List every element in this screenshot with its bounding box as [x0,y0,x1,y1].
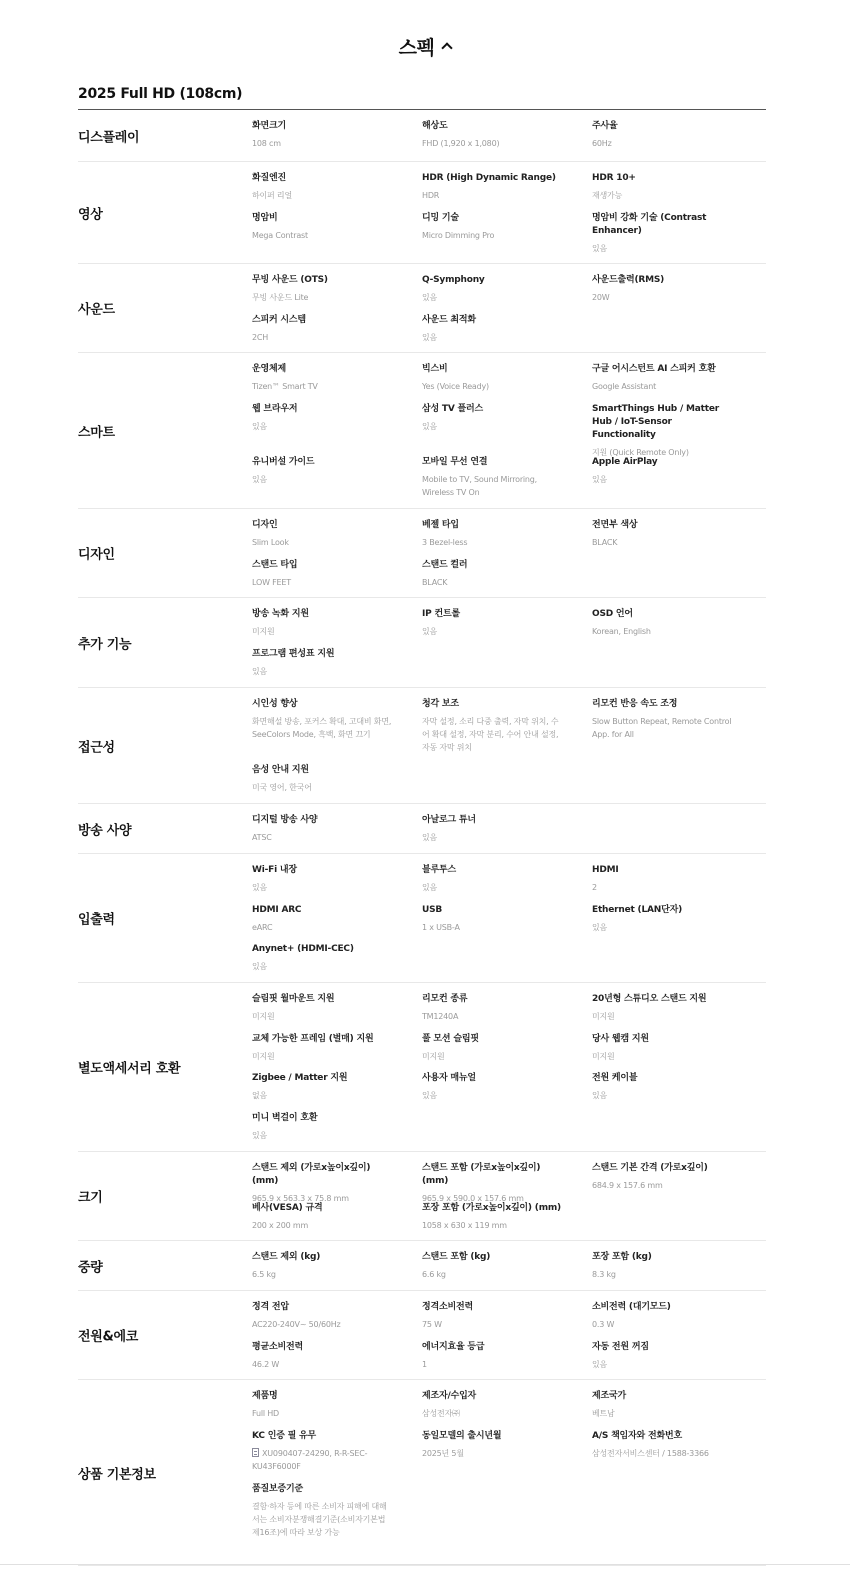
spec-value: 2CH [252,333,269,342]
spec-item [422,1390,562,1420]
spec-label: A/S 책임자와 전화번호 [592,1431,682,1441]
kc-document-icon [252,1448,259,1457]
spec-item [252,608,392,638]
spec-value: 8.3 kg [592,1270,616,1279]
spec-item [592,1301,732,1331]
spec-label: 리모컨 종류 [422,994,468,1004]
spec-section [78,162,766,264]
spec-item [592,698,732,741]
spec-item [422,608,562,638]
spec-value: 20W [592,293,610,302]
spec-value: Yes (Voice Ready) [422,382,489,391]
spec-label: Q-Symphony [422,275,485,285]
spec-item [592,519,732,549]
spec-label: 명암비 [252,213,278,223]
spec-value: 있음 [252,962,268,971]
spec-value: 있음 [252,422,268,431]
spec-value: TM1240A [422,1012,459,1021]
spec-value: Google Assistant [592,382,656,391]
spec-label: Apple AirPlay [592,457,658,467]
spec-label: 제품명 [252,1391,278,1401]
spec-item [252,363,392,393]
spec-value: 결함·하자 등에 따른 소비자 피해에 대해서는 소비자분쟁해결기준(소비자기본법 제16조)에 따라 보상 가능 [252,1502,387,1537]
spec-label: 해상도 [422,121,448,131]
spec-value: 75 W [422,1320,442,1329]
spec-label: 사운드 최적화 [422,315,476,325]
spec-item [592,864,732,894]
spec-value: 있음 [592,475,608,484]
spec-label: 스탠드 포함 (kg) [422,1252,491,1262]
spec-value: 있음 [422,422,438,431]
chevron-up-icon[interactable] [442,42,453,53]
spec-item [592,1072,732,1102]
section-title: 디자인 [78,547,115,563]
spec-value: 2 [592,883,597,892]
spec-value: Mobile to TV, Sound Mirroring, Wireless TV On [422,475,538,497]
spec-item [592,1430,732,1460]
spec-item [252,172,392,202]
spec-item [422,1301,562,1331]
spec-label: 빅스비 [422,364,448,374]
spec-label: 포장 포함 (kg) [592,1252,652,1262]
spec-label: 스탠드 제외 (kg) [252,1252,321,1262]
spec-label: 음성 안내 지원 [252,765,309,775]
spec-label: 20년형 스튜디오 스탠드 지원 [592,994,707,1004]
spec-label: 시인성 향상 [252,699,298,709]
spec-label: 디지털 방송 사양 [252,815,318,825]
section-title: 사운드 [78,302,115,318]
spec-label: 평균소비전력 [252,1342,303,1352]
spec-value: 미지원 [592,1012,615,1021]
spec-value: ATSC [252,833,272,842]
spec-label: 제조자/수입자 [422,1391,477,1401]
spec-value-row [252,1447,392,1473]
spec-item [252,698,392,741]
spec-section [78,688,766,804]
spec-label: 스탠드 제외 (가로x높이x깊이)(mm) [252,1163,371,1186]
spec-item [252,1430,392,1473]
spec-value: Slim Look [252,538,289,547]
spec-item [252,1390,392,1420]
spec-value: LOW FEET [252,578,291,587]
section-title: 디스플레이 [78,130,140,145]
model-title: 2025 Full HD (108cm) [78,86,243,102]
spec-item [252,1112,392,1142]
spec-value: 있음 [592,1360,608,1369]
spec-label: 삼성 TV 플러스 [422,404,484,414]
spec-label: 디자인 [252,520,278,530]
section-title: 영상 [78,207,103,222]
spec-value: 1 x USB-A [422,923,460,932]
spec-item [422,1430,562,1460]
spec-label: 슬림핏 월마운트 지원 [252,994,335,1004]
spec-value: 미지원 [252,627,275,636]
spec-section [78,1152,766,1241]
spec-label: IP 컨트롤 [422,609,460,619]
spec-section [78,353,766,509]
section-title: 상품 기본정보 [78,1467,156,1482]
spec-value: 6.6 kg [422,1270,446,1279]
spec-value: 965.9 x 590.0 x 157.6 mm [422,1194,524,1203]
spec-item [592,274,732,304]
spec-section [78,598,766,688]
spec-item [252,519,392,549]
spec-value: 6.5 kg [252,1270,276,1279]
spec-value: 60Hz [592,139,612,148]
spec-item [422,864,562,894]
spec-label: Anynet+ (HDMI-CEC) [252,944,354,954]
spec-item [422,1341,562,1371]
spec-item [252,1483,392,1539]
spec-label: 스탠드 포함 (가로x높이x깊이) (mm) [422,1163,541,1186]
spec-item [592,993,732,1023]
spec-value: Full HD [252,1409,279,1418]
spec-value: 미국 영어, 한국어 [252,783,312,792]
spec-item [422,1251,562,1281]
spec-item [252,456,392,486]
spec-label: 유니버설 가이드 [252,457,315,467]
spec-label: HDR 10+ [592,173,636,183]
spec-value: 1058 x 630 x 119 mm [422,1221,507,1230]
spec-item [592,1390,732,1420]
spec-value: 200 x 200 mm [252,1221,309,1230]
spec-value: Micro Dimming Pro [422,231,495,240]
spec-value: 하이퍼 리얼 [252,191,292,200]
spec-label: 소비전력 (대기모드) [592,1302,671,1312]
spec-label: 디밍 기술 [422,213,459,223]
spec-item [252,648,392,678]
spec-item [422,993,562,1023]
spec-value: 미지원 [422,1052,445,1061]
spec-value: 없음 [252,1091,268,1100]
spec-label: 사용자 매뉴얼 [422,1073,476,1083]
spec-label: 미니 벽걸이 호환 [252,1113,318,1123]
spec-item [252,314,392,344]
spec-label: 교체 가능한 프레임 (별매) 지원 [252,1034,374,1044]
spec-label: HDR (High Dynamic Range) [422,173,556,183]
spec-value: Mega Contrast [252,231,308,240]
spec-item [422,120,562,150]
spec-label: 스피커 시스템 [252,315,306,325]
spec-label: KC 인증 필 유무 [252,1431,317,1441]
section-title: 크기 [78,1190,103,1206]
spec-item [422,814,562,844]
section-title: 방송 사양 [78,823,132,838]
spec-label: 스탠드 컬러 [422,560,468,570]
spec-value: 있음 [422,293,438,302]
spec-item [592,1162,732,1192]
section-title: 입출력 [78,912,115,928]
spec-value: HDR [422,191,440,200]
spec-value: BLACK [422,578,448,587]
spec-value: AC220-240V~ 50/60Hz [252,1320,341,1329]
spec-value: 1 [422,1360,427,1369]
spec-label: 명암비 강화 기술 (Contrast Enhancer) [592,213,707,236]
spec-label: 주사율 [592,121,618,131]
spec-value: 지원 (Quick Remote Only) [592,448,689,457]
spec-value: Slow Button Repeat, Remote Control App. for All [592,717,732,739]
spec-value: 있음 [252,667,268,676]
spec-section [78,1241,766,1291]
spec-item [252,1341,392,1371]
spec-value: BLACK [592,538,618,547]
spec-value: 삼성전자㈜ [422,1409,460,1418]
spec-list [78,109,766,1566]
spec-label: 웹 브라우저 [252,404,298,414]
spec-section [78,1291,766,1380]
spec-value: 있음 [592,923,608,932]
page-title: 스펙 [398,36,435,59]
spec-item [592,1033,732,1063]
spec-item [252,120,392,150]
spec-value: 있음 [422,627,438,636]
spec-item [252,864,392,894]
spec-value: 미지원 [252,1012,275,1021]
spec-label: Zigbee / Matter 지원 [252,1073,348,1083]
spec-label: 사운드출력(RMS) [592,275,665,285]
section-title: 스마트 [78,425,115,440]
spec-item [252,904,392,934]
spec-item [252,274,392,304]
spec-label: 화질엔진 [252,173,286,183]
spec-section [78,110,766,162]
spec-label: 당사 웹캠 지원 [592,1034,649,1044]
spec-item [252,1072,392,1102]
section-title: 접근성 [78,740,115,755]
spec-label: USB [422,905,443,915]
spec-item [422,314,562,344]
spec-value: 화면해설 방송, 포커스 확대, 고대비 화면, SeeColors Mode, 흑백, 화면 끄기 [252,717,392,739]
spec-item [422,698,562,754]
spec-item [422,1162,562,1205]
spec-item [252,1301,392,1331]
spec-label: 풀 모션 슬림핏 [422,1034,479,1044]
spec-value: 무빙 사운드 Lite [252,293,309,302]
spec-label: 스탠드 기본 간격 (가로x깊이) [592,1163,708,1173]
spec-item [592,1341,732,1371]
spec-value: 미지원 [252,1052,275,1061]
spec-value: 108 cm [252,139,281,148]
spec-section [78,804,766,854]
spec-item [592,363,732,393]
spec-label: HDMI [592,865,619,875]
spec-item [422,904,562,934]
spec-item [252,1033,392,1063]
spec-item [252,943,392,973]
spec-item [422,559,562,589]
spec-value: 있음 [422,883,438,892]
spec-label: 정격소비전력 [422,1302,473,1312]
spec-value: 삼성전자서비스센터 / 1588-3366 [592,1449,709,1458]
divider [0,1564,850,1565]
spec-item [252,993,392,1023]
spec-value: FHD (1,920 x 1,080) [422,139,500,148]
spec-item [422,519,562,549]
spec-section [78,1380,766,1566]
spec-label: 구글 어시스턴트 AI 스피커 호환 [592,364,716,374]
spec-label: 운영체제 [252,364,286,374]
spec-item [422,1072,562,1102]
spec-value: 3 Bezel-less [422,538,468,547]
spec-value: 있음 [252,1131,268,1140]
spec-value: 0.3 W [592,1320,615,1329]
spec-label: 블루투스 [422,865,456,875]
section-title: 별도액세서리 호환 [78,1061,181,1077]
spec-label: 동일모델의 출시년월 [422,1431,502,1441]
spec-label: 정격 전압 [252,1302,289,1312]
spec-item [252,212,392,242]
spec-item [422,1202,562,1232]
spec-label: 프로그램 편성표 지원 [252,649,335,659]
spec-label: HDMI ARC [252,905,302,915]
spec-value: 미지원 [592,1052,615,1061]
spec-item [592,172,732,202]
spec-value: 있음 [422,1091,438,1100]
spec-value: 있음 [592,244,608,253]
spec-header[interactable] [0,30,850,62]
spec-label: 포장 포함 (가로x높이x깊이) (mm) [422,1203,561,1213]
spec-value: 있음 [592,1091,608,1100]
spec-item [422,212,562,242]
spec-value: 베트남 [592,1409,615,1418]
spec-item [592,403,732,459]
spec-item [592,904,732,934]
spec-value: 2025년 5월 [422,1449,464,1458]
spec-section [78,264,766,353]
spec-value: 684.9 x 157.6 mm [592,1181,663,1190]
section-title: 전원&에코 [78,1329,139,1345]
spec-section [78,509,766,598]
spec-label: 베사(VESA) 규격 [252,1203,323,1213]
spec-label: SmartThings Hub / Matter Hub / IoT-Sensor Functionality [592,404,719,440]
spec-item [252,1162,392,1205]
spec-item [422,403,562,433]
spec-item [252,559,392,589]
spec-label: 에너지효율 등급 [422,1342,485,1352]
spec-item [592,608,732,638]
spec-label: 자동 전원 꺼짐 [592,1342,649,1352]
spec-label: 화면크기 [252,121,286,131]
spec-label: 방송 녹화 지원 [252,609,309,619]
spec-item [252,1202,392,1232]
spec-item [422,1033,562,1063]
spec-label: 품질보증기준 [252,1484,303,1494]
spec-item [422,274,562,304]
spec-value: 자막 설정, 소리 다중 출력, 자막 위치, 수어 확대 설정, 자막 분리, 수어 안내 설정, 자동 자막 위치 [422,717,559,752]
spec-value: Korean, English [592,627,651,636]
spec-item [592,456,732,486]
spec-label: 스탠드 타입 [252,560,298,570]
spec-item [422,363,562,393]
section-title: 추가 기능 [78,637,132,652]
spec-value: 있음 [252,475,268,484]
spec-value: 있음 [422,333,438,342]
spec-label: 제조국가 [592,1391,626,1401]
spec-label: 청각 보조 [422,699,459,709]
spec-value: eARC [252,923,273,932]
spec-label: 전면부 색상 [592,520,638,530]
spec-item [252,764,392,794]
spec-label: 모바일 무선 연결 [422,457,488,467]
spec-value: Tizen™ Smart TV [252,382,318,391]
spec-item [592,1251,732,1281]
spec-item [592,212,732,255]
spec-value: 965.9 x 563.3 x 75.8 mm [252,1194,349,1203]
spec-item [252,1251,392,1281]
spec-label: OSD 언어 [592,609,633,619]
spec-section [78,983,766,1152]
spec-label: 전원 케이블 [592,1073,638,1083]
spec-label: 베젤 타입 [422,520,459,530]
spec-item [592,120,732,150]
spec-label: 아날로그 튜너 [422,815,476,825]
spec-value: 있음 [252,883,268,892]
spec-value: 있음 [422,833,438,842]
spec-item [422,456,562,499]
spec-item [422,172,562,202]
spec-label: Ethernet (LAN단자) [592,905,682,915]
spec-item [252,403,392,433]
spec-label: 무빙 사운드 (OTS) [252,275,328,285]
spec-label: Wi-Fi 내장 [252,865,297,875]
spec-item [252,814,392,844]
spec-label: 리모컨 반응 속도 조정 [592,699,678,709]
spec-section [78,854,766,983]
spec-value: 재생가능 [592,191,623,200]
spec-value: XU090407-24290, R-R-SEC-KU43F6000F [252,1449,368,1471]
spec-value: 46.2 W [252,1360,280,1369]
section-title: 중량 [78,1260,103,1275]
